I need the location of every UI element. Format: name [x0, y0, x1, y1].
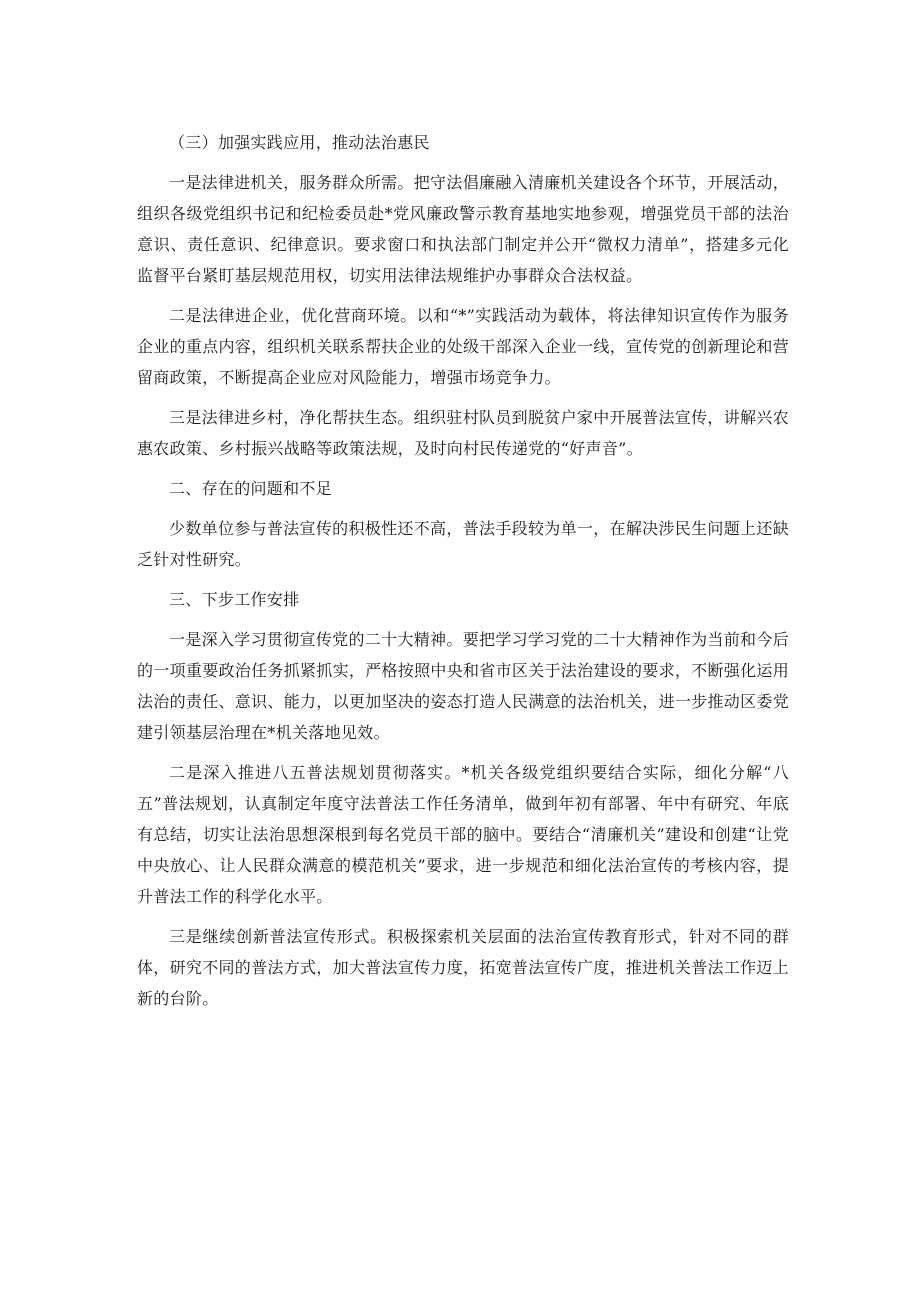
section-heading-practice: （三）加强实践应用，推动法治惠民 — [169, 133, 430, 152]
paragraph-law-into-enterprises: 二是法律进企业，优化营商环境。以和“*”实践活动为载体，将法律知识宣传作为服务企业的重点内容，组织机关联系帮扶企业的处级干部深入企业一线，宣传党的创新理论和营留商政策，不断提高企业应对风险能力，增强市场竞争力。 — [137, 306, 790, 387]
paragraph-innovate-forms: 三是继续创新普法宣传形式。积极探索机关层面的法治宣传教育形式，针对不同的群体，研究不同的普法方式，加大普法宣传力度，拓宽普法宣传广度，推进机关普法工作迈上新的台阶。 — [137, 927, 790, 1008]
paragraph-study-spirit: 一是深入学习贯彻宣传党的二十大精神。要把学习学习党的二十大精神作为当前和今后的一项重要政治任务抓紧抓实，严格按照中央和省市区关于法治建设的要求，不断强化运用法治的责任、意识、能力，以更加坚决的姿态打造人民满意的法治机关，进一步推动区委党建引领基层治理在*机关落地见效。 — [137, 630, 790, 742]
document-body — [137, 127, 789, 1023]
paragraph-law-into-organs: 一是法律进机关，服务群众所需。把守法倡廉融入清廉机关建设各个环节，开展活动，组织各级党组织书记和纪检委员赴*党风廉政警示教育基地实地参观，增强党员干部的法治意识、责任意识、纪律意识。要求窗口和执法部门制定并公开“微权力清单”，搭建多元化监督平台紧盯基层规范用权，切实用法律法规维护办事群众合法权益。 — [137, 173, 789, 285]
paragraph-eighth-five-plan: 二是深入推进八五普法规划贯彻落实。*机关各级党组织要结合实际，细化分解“八五”普法规划，认真制定年度守法普法工作任务清单，做到年初有部署、年中有研究、年底有总结，切实让法治思想深根到每名党员干部的脑中。要结合“清廉机关”建设和创建“让党中央放心、让人民群众满意的模范机关”要求，进一步规范和细化法治宣传的考核内容，提升普法工作的科学化水平。 — [137, 763, 789, 906]
section-heading-next-steps: 三、下步工作安排 — [169, 590, 300, 609]
paragraph-law-into-villages: 三是法律进乡村，净化帮扶生态。组织驻村队员到脱贫户家中开展普法宣传，讲解兴农惠农政策、乡村振兴战略等政策法规，及时向村民传递党的“好声音”。 — [137, 408, 789, 458]
paragraph-problems: 少数单位参与普法宣传的积极性还不高，普法手段较为单一，在解决涉民生问题上还缺乏针对性研究。 — [137, 519, 789, 569]
section-heading-problems: 二、存在的问题和不足 — [169, 479, 333, 498]
